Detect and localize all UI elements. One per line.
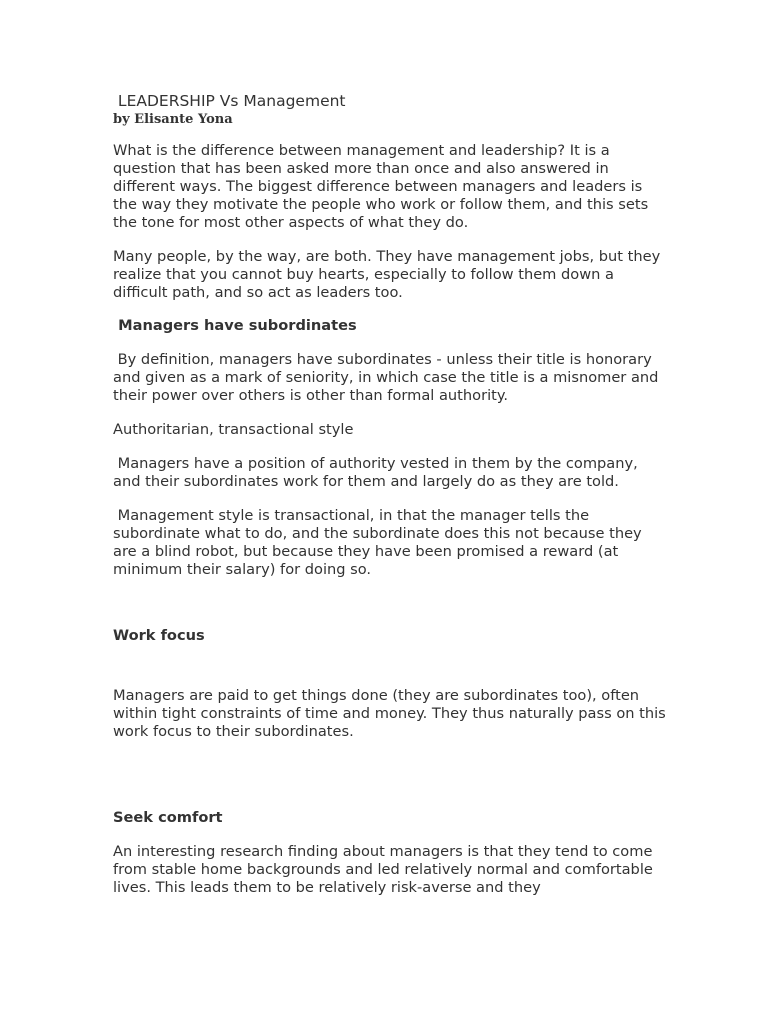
paragraph: What is the difference between management and leadership? It is a question that has been asked more than once and also answered in different ways. The biggest difference between managers and leaders is the way they motivate the people who work or follow them, and this sets the tone for most other aspects of what they do. (113, 142, 653, 231)
paragraph: An interesting research finding about managers is that they tend to come from stable home backgrounds and led relatively normal and comfortable lives. This leads them to be relatively risk-averse and they (113, 843, 658, 896)
paragraph: Managers have a position of authority vested in them by the company, and their subordinates work for them and largely do as they are told. (113, 455, 643, 490)
author-byline: by Elisante Yona (113, 112, 233, 127)
section-heading: Seek comfort (113, 809, 223, 826)
paragraph: Many people, by the way, are both. They have management jobs, but they realize that you cannot buy hearts, especially to follow them down a difficult path, and so act as leaders too. (113, 248, 665, 301)
section-heading: Work focus (113, 627, 205, 644)
document-body (113, 92, 669, 897)
paragraph: By definition, managers have subordinates - unless their title is honorary and given as a mark of seniority, in which case the title is a misnomer and their power over others is other than formal authority. (113, 351, 664, 404)
paragraph: Management style is transactional, in that the manager tells the subordinate what to do, and the subordinate does this not because they are a blind robot, but because they have been promised a reward (at minimum their salary) for doing so. (113, 507, 647, 578)
section-heading: Managers have subordinates (113, 317, 357, 334)
paragraph: Authoritarian, transactional style (113, 421, 354, 438)
document-title: LEADERSHIP Vs Management (113, 92, 346, 110)
paragraph: Managers are paid to get things done (they are subordinates too), often within tight constraints of time and money. They thus naturally pass on this work focus to their subordinates. (113, 687, 671, 740)
